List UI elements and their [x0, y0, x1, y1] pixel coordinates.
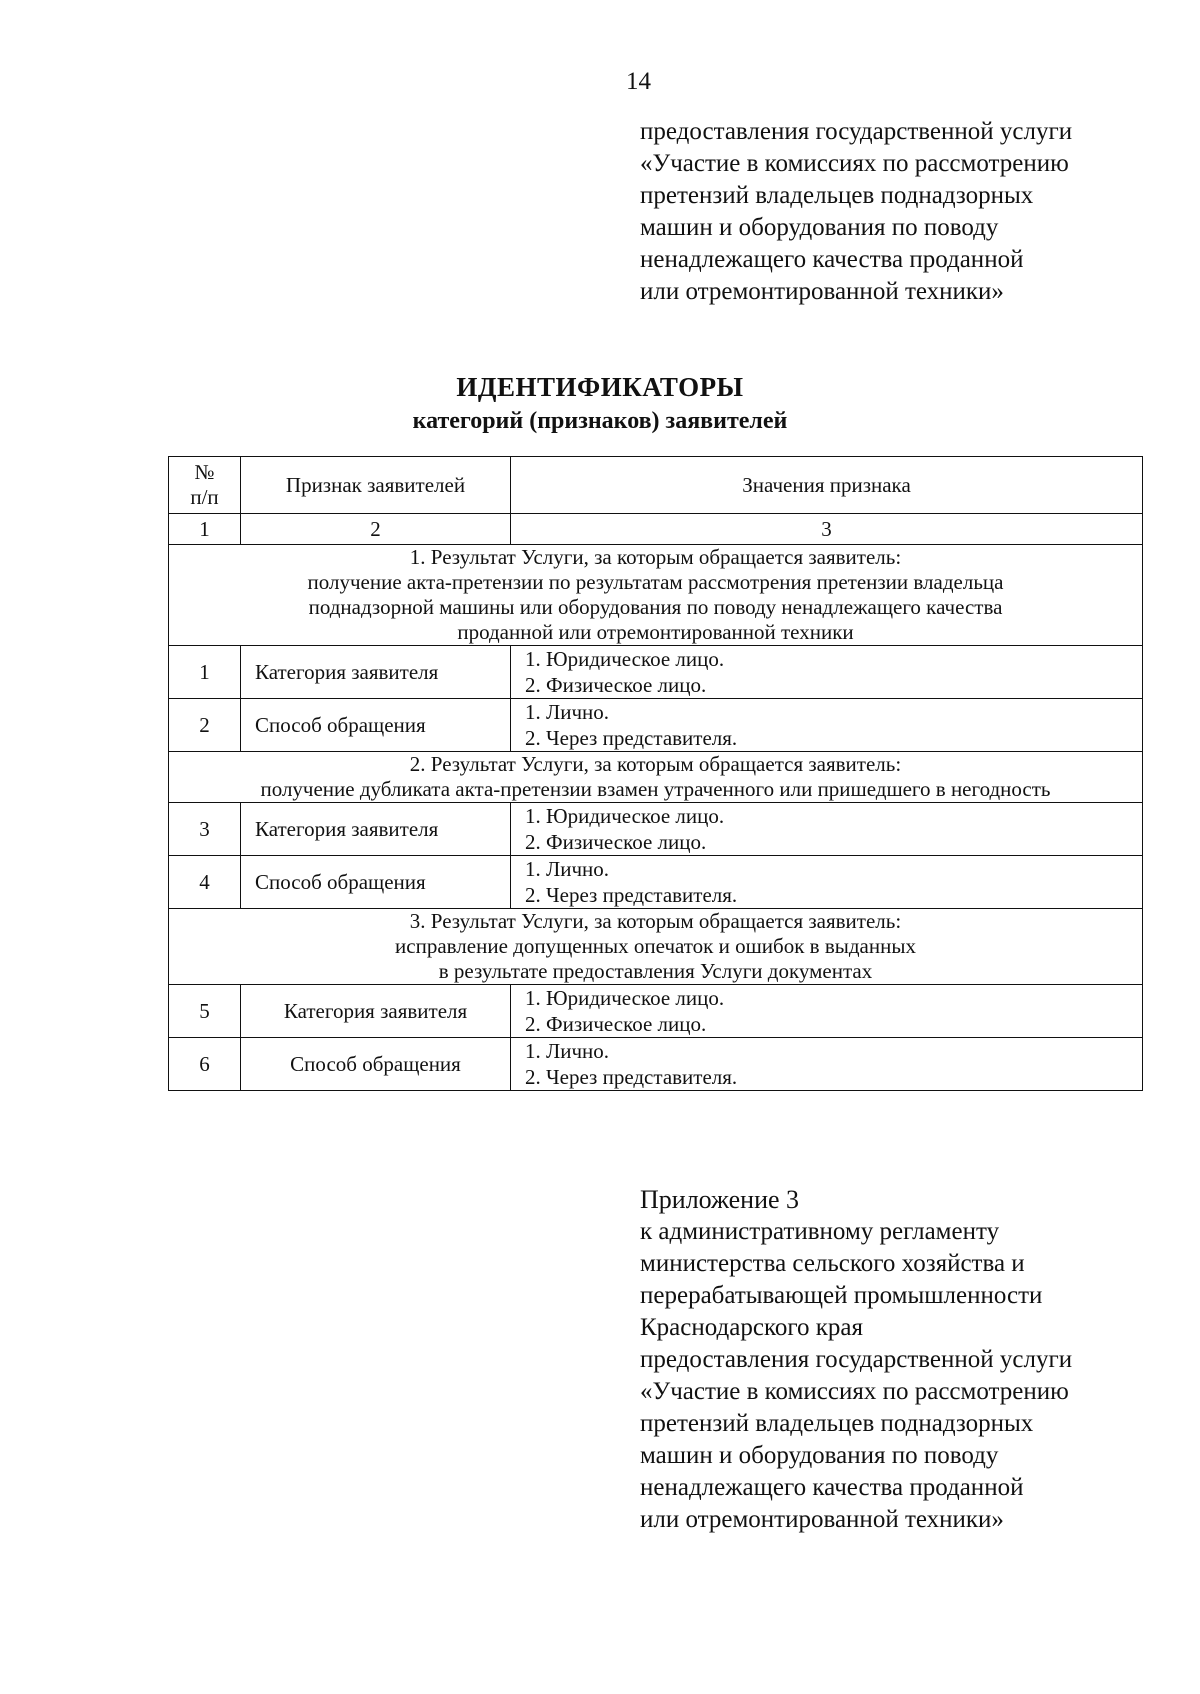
document-subtitle: категорий (признаков) заявителей	[412, 408, 788, 434]
row-value: 2. Через представителя.	[525, 1065, 738, 1089]
row-values	[511, 985, 1143, 1038]
row-values	[511, 856, 1143, 909]
column-number: 2	[241, 514, 511, 545]
row-attribute: Способ обращения	[241, 856, 511, 909]
row-value: 1. Юридическое лицо.	[525, 647, 725, 671]
row-values	[511, 803, 1143, 856]
header-number-cell	[169, 457, 241, 514]
appendix-line: или отремонтированной техники»	[640, 1506, 1004, 1533]
appendix-line: Краснодарского края	[640, 1314, 863, 1341]
appendix-line: министерства сельского хозяйства и	[640, 1250, 1025, 1277]
section-line: получение дубликата акта-претензии взамен утраченного или пришедшего в негодность	[260, 777, 1051, 801]
row-values	[511, 646, 1143, 699]
identifiers-table	[168, 456, 1143, 1091]
column-number: 3	[511, 514, 1143, 545]
header-number-pp: п/п	[190, 485, 219, 509]
row-attribute: Категория заявителя	[241, 803, 511, 856]
appendix-line: ненадлежащего качества проданной	[640, 1474, 1024, 1501]
row-value: 2. Через представителя.	[525, 726, 738, 750]
header-values-cell: Значения признака	[511, 457, 1143, 514]
section-header-cell	[169, 752, 1143, 803]
row-attribute: Категория заявителя	[241, 646, 511, 699]
section-line: 1. Результат Услуги, за которым обращается заявитель:	[409, 545, 902, 569]
table-row	[169, 803, 1143, 856]
row-number: 1	[169, 646, 241, 699]
row-value: 2. Физическое лицо.	[525, 830, 707, 854]
row-number: 4	[169, 856, 241, 909]
appendix-block	[640, 1184, 1140, 1536]
section-line: поднадзорной машины или оборудования по поводу ненадлежащего качества	[308, 595, 1003, 619]
top-block-line: претензий владельцев поднадзорных	[640, 182, 1034, 209]
appendix-line: предоставления государственной услуги	[640, 1346, 1073, 1373]
appendix-line: перерабатывающей промышленности	[640, 1282, 1043, 1309]
row-number: 3	[169, 803, 241, 856]
section-header-cell	[169, 909, 1143, 985]
top-right-block	[640, 116, 1140, 308]
section-header-row	[169, 545, 1143, 646]
section-line: проданной или отремонтированной техники	[457, 620, 854, 644]
section-header-row	[169, 752, 1143, 803]
row-value: 1. Юридическое лицо.	[525, 804, 725, 828]
table-row	[169, 646, 1143, 699]
row-value: 1. Лично.	[525, 1039, 610, 1063]
section-line: 2. Результат Услуги, за которым обращается заявитель:	[409, 752, 902, 776]
header-attribute-cell: Признак заявителей	[241, 457, 511, 514]
section-line: исправление допущенных опечаток и ошибок в выданных	[395, 934, 916, 958]
row-values	[511, 699, 1143, 752]
top-block-line: ненадлежащего качества проданной	[640, 246, 1024, 273]
section-header-row	[169, 909, 1143, 985]
row-attribute: Способ обращения	[241, 1038, 511, 1091]
row-number: 5	[169, 985, 241, 1038]
appendix-line: «Участие в комиссиях по рассмотрению	[640, 1378, 1069, 1405]
row-number: 6	[169, 1038, 241, 1091]
row-value: 2. Через представителя.	[525, 883, 738, 907]
row-value: 1. Лично.	[525, 857, 610, 881]
row-value: 2. Физическое лицо.	[525, 673, 707, 697]
section-header-cell	[169, 545, 1143, 646]
table-header-row	[169, 457, 1143, 514]
top-block-line: предоставления государственной услуги	[640, 118, 1073, 145]
header-number-sign: №	[194, 460, 215, 484]
row-attribute: Категория заявителя	[241, 985, 511, 1038]
row-number: 2	[169, 699, 241, 752]
row-attribute: Способ обращения	[241, 699, 511, 752]
page-number: 14	[626, 68, 651, 95]
row-values	[511, 1038, 1143, 1091]
appendix-line: претензий владельцев поднадзорных	[640, 1410, 1034, 1437]
table-row	[169, 1038, 1143, 1091]
section-line: 3. Результат Услуги, за которым обращается заявитель:	[409, 909, 902, 933]
table-row	[169, 699, 1143, 752]
section-line: в результате предоставления Услуги документах	[438, 959, 873, 983]
appendix-line: к административному регламенту	[640, 1218, 1000, 1245]
appendix-title: Приложение 3	[640, 1185, 800, 1214]
document-title: ИДЕНТИФИКАТОРЫ	[456, 372, 744, 402]
column-number: 1	[169, 514, 241, 545]
column-numbers-row	[169, 514, 1143, 545]
top-block-line: «Участие в комиссиях по рассмотрению	[640, 150, 1069, 177]
table-row	[169, 856, 1143, 909]
appendix-line: машин и оборудования по поводу	[640, 1442, 999, 1469]
section-line: получение акта-претензии по результатам рассмотрения претензии владельца	[307, 570, 1004, 594]
row-value: 1. Юридическое лицо.	[525, 986, 725, 1010]
top-block-line: машин и оборудования по поводу	[640, 214, 999, 241]
top-block-line: или отремонтированной техники»	[640, 278, 1004, 305]
row-value: 1. Лично.	[525, 700, 610, 724]
row-value: 2. Физическое лицо.	[525, 1012, 707, 1036]
table-row	[169, 985, 1143, 1038]
